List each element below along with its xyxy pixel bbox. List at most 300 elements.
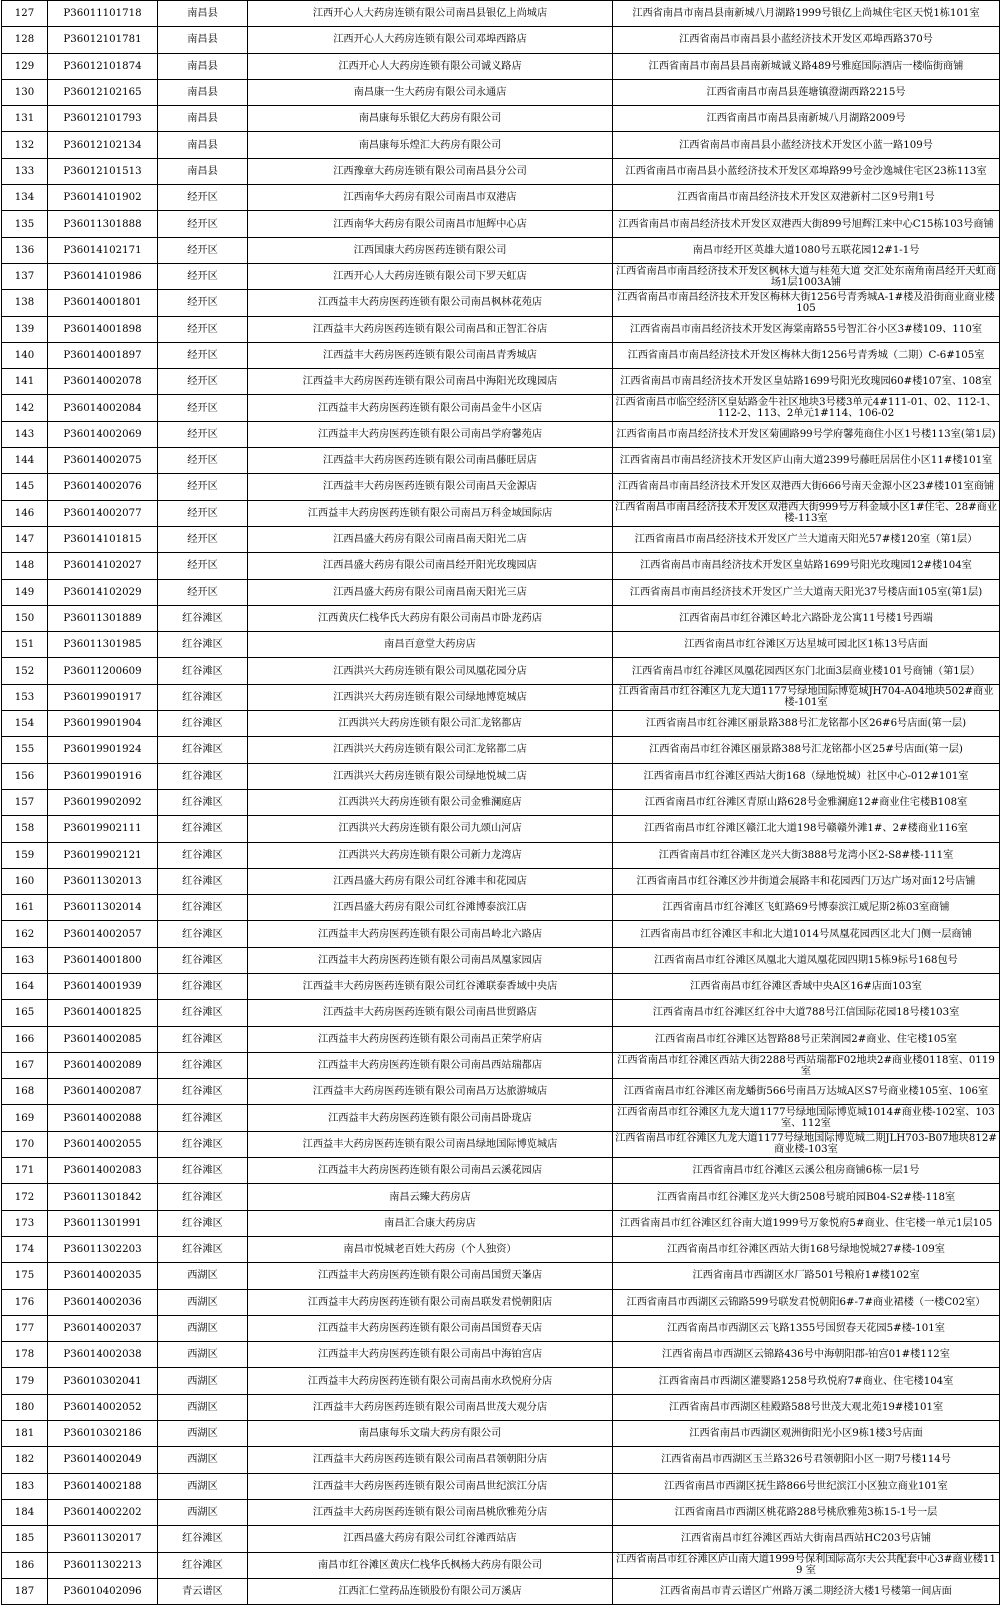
row-number: 165	[2, 1000, 48, 1026]
store-name: 江西洪兴大药房连锁有限公司汇龙铭都二店	[248, 737, 613, 763]
district: 红谷滩区	[158, 711, 248, 737]
row-number: 166	[2, 1026, 48, 1052]
store-name: 南昌云臻大药房店	[248, 1184, 613, 1210]
store-code: P36014002085	[48, 1026, 158, 1052]
district: 经开区	[158, 369, 248, 395]
store-name: 江西益丰大药房医药连锁有限公司南昌学府馨苑店	[248, 421, 613, 447]
store-name: 江西益丰大药房医药连锁有限公司南昌卧珑店	[248, 1105, 613, 1131]
table-row	[2, 1026, 1000, 1052]
store-address: 江西省南昌市红谷滩区万达星城可园北区1栋13号店面	[613, 632, 1000, 658]
table-body	[2, 1, 1000, 1605]
row-number: 180	[2, 1394, 48, 1420]
row-number: 176	[2, 1289, 48, 1315]
store-address: 江西省南昌市南昌经济技术开发区双港西大街899号旭辉江来中心C15栋103号商铺	[613, 211, 1000, 237]
store-code: P36014001825	[48, 1000, 158, 1026]
table-row	[2, 868, 1000, 894]
row-number: 170	[2, 1131, 48, 1157]
store-name: 江西益丰大药房医药连锁有限公司红谷滩联泰香域中央店	[248, 973, 613, 999]
table-row	[2, 500, 1000, 526]
store-address: 江西省南昌市南昌经济技术开发区皇姑路1699号阳光玫瑰园60#楼107室、108室	[613, 369, 1000, 395]
district: 经开区	[158, 342, 248, 368]
table-row	[2, 1000, 1000, 1026]
store-code: P36014002089	[48, 1052, 158, 1078]
store-code: P36014001897	[48, 342, 158, 368]
store-name: 南昌康每乐银亿大药房有限公司	[248, 106, 613, 132]
store-address: 江西省南昌市西湖区云锦路436号中海朝阳郡-铂宫01#楼112室	[613, 1342, 1000, 1368]
store-address: 江西省南昌市南昌经济技术开发区双港西大街666号南天金源小区23#楼101室商铺	[613, 474, 1000, 500]
table-row	[2, 1, 1000, 27]
table-row	[2, 1368, 1000, 1394]
row-number: 172	[2, 1184, 48, 1210]
district: 红谷滩区	[158, 816, 248, 842]
store-name: 江西黄庆仁栈华氏大药房有限公司南昌市卧龙药店	[248, 605, 613, 631]
store-code: P36014002037	[48, 1315, 158, 1341]
store-name: 江西昌盛大药房有限公司红谷滩丰和花园店	[248, 868, 613, 894]
store-code: P36014002088	[48, 1105, 158, 1131]
store-name: 南昌汇合康大药房店	[248, 1210, 613, 1236]
store-name: 江西南华大药房有限公司南昌市双港店	[248, 185, 613, 211]
store-address: 江西省南昌市南昌经济技术开发区梅林大街1256号青秀城A-1#楼及沿街商业商业楼105	[613, 290, 1000, 316]
store-code: P36012101793	[48, 106, 158, 132]
table-row	[2, 1578, 1000, 1604]
store-address: 江西省南昌市西湖区桂殿路588号世茂大观北苑19#楼101室	[613, 1394, 1000, 1420]
district: 西湖区	[158, 1263, 248, 1289]
store-code: P36014102029	[48, 579, 158, 605]
store-address: 江西省南昌市西湖区灌婴路1258号玖悦府7#商业、住宅楼104室	[613, 1368, 1000, 1394]
store-name: 江西益丰大药房医药连锁有限公司南昌青秀城店	[248, 342, 613, 368]
store-code: P36012101513	[48, 158, 158, 184]
table-row	[2, 158, 1000, 184]
store-address: 江西省南昌市南昌县莲塘镇澄湖西路2215号	[613, 79, 1000, 105]
store-address: 江西省南昌市红谷滩区凤凰北大道凤凰花园四期15栋9标号168包号	[613, 947, 1000, 973]
row-number: 177	[2, 1315, 48, 1341]
row-number: 137	[2, 263, 48, 289]
store-address: 江西省南昌市红谷滩区凤凰花园西区东门北面3层商业楼101号商铺（第1层）	[613, 658, 1000, 684]
row-number: 156	[2, 763, 48, 789]
row-number: 171	[2, 1158, 48, 1184]
row-number: 159	[2, 842, 48, 868]
store-name: 江西洪兴大药房连锁有限公司九颂山河店	[248, 816, 613, 842]
district: 红谷滩区	[158, 1026, 248, 1052]
store-address: 江西省南昌市红谷滩区丽景路388号汇龙铭都小区26#6号店面(第一层)	[613, 711, 1000, 737]
table-row	[2, 290, 1000, 316]
table-row	[2, 53, 1000, 79]
store-address: 江西省南昌市西湖区云飞路1355号国贸春天花园5#楼-101室	[613, 1315, 1000, 1341]
store-name: 江西益丰大药房医药连锁有限公司南昌世纪滨江分店	[248, 1473, 613, 1499]
table-row	[2, 316, 1000, 342]
store-address: 江西省南昌市红谷滩区九龙大道1177号绿地国际博览城1014#商业楼-102室、103室、112室	[613, 1105, 1000, 1131]
district: 红谷滩区	[158, 737, 248, 763]
store-address: 江西省南昌市红谷滩区丰和北大道1014号凤凰花园西区北大门侧一层商铺	[613, 921, 1000, 947]
district: 红谷滩区	[158, 947, 248, 973]
district: 红谷滩区	[158, 921, 248, 947]
district: 南昌县	[158, 53, 248, 79]
store-name: 南昌市悦城老百姓大药房（个人独资）	[248, 1236, 613, 1262]
row-number: 174	[2, 1236, 48, 1262]
store-code: P36012101781	[48, 27, 158, 53]
row-number: 143	[2, 421, 48, 447]
table-row	[2, 1158, 1000, 1184]
store-code: P36014102027	[48, 553, 158, 579]
district: 经开区	[158, 211, 248, 237]
district: 红谷滩区	[158, 1079, 248, 1105]
store-address: 江西省南昌市南昌经济技术开发区枫林大道与桂苑大道 交汇处东南角南昌经开天虹商场1层1003A铺	[613, 263, 1000, 289]
store-name: 江西益丰大药房医药连锁有限公司南昌世茂大观分店	[248, 1394, 613, 1420]
district: 西湖区	[158, 1421, 248, 1447]
district: 西湖区	[158, 1315, 248, 1341]
row-number: 183	[2, 1473, 48, 1499]
table-row	[2, 1289, 1000, 1315]
district: 西湖区	[158, 1394, 248, 1420]
store-address: 江西省南昌市南昌经济技术开发区双港新村二区9号荆1号	[613, 185, 1000, 211]
store-address: 江西省南昌市红谷滩区红谷南大道1999号万象悦府5#商业、住宅楼一单元1层105	[613, 1210, 1000, 1236]
store-address: 江西省南昌市红谷滩区九龙大道1177号绿地国际博览城二期JLH703-B07地块812#商业楼-103室	[613, 1131, 1000, 1157]
store-code: P36014002036	[48, 1289, 158, 1315]
store-code: P36014002055	[48, 1131, 158, 1157]
store-name: 江西开心人大药房连锁有限公司诚义路店	[248, 53, 613, 79]
district: 南昌县	[158, 106, 248, 132]
store-address: 江西省南昌市南昌县小蓝经济技术开发区小蓝一路109号	[613, 132, 1000, 158]
row-number: 178	[2, 1342, 48, 1368]
district: 红谷滩区	[158, 973, 248, 999]
table-row	[2, 605, 1000, 631]
district: 红谷滩区	[158, 1526, 248, 1552]
store-code: P36019902121	[48, 842, 158, 868]
store-name: 江西昌盛大药房有限公司南昌南天阳光二店	[248, 526, 613, 552]
store-name: 江西益丰大药房医药连锁有限公司南昌君领朝阳分店	[248, 1447, 613, 1473]
store-code: P36014001800	[48, 947, 158, 973]
table-row	[2, 1342, 1000, 1368]
store-address: 江西省南昌市南昌县南新城八月湖路2009号	[613, 106, 1000, 132]
row-number: 181	[2, 1421, 48, 1447]
table-row	[2, 1052, 1000, 1078]
row-number: 158	[2, 816, 48, 842]
store-name: 江西汇仁堂药品连锁股份有限公司万溪店	[248, 1578, 613, 1604]
district: 青云谱区	[158, 1578, 248, 1604]
store-name: 江西豫章大药房连锁有限公司南昌县分公司	[248, 158, 613, 184]
district: 经开区	[158, 526, 248, 552]
store-name: 江西益丰大药房医药连锁有限公司南昌枫林花苑店	[248, 290, 613, 316]
row-number: 127	[2, 1, 48, 27]
district: 红谷滩区	[158, 789, 248, 815]
row-number: 140	[2, 342, 48, 368]
store-name: 江西益丰大药房医药连锁有限公司南昌国贸春天店	[248, 1315, 613, 1341]
table-row	[2, 1526, 1000, 1552]
store-code: P36014002077	[48, 500, 158, 526]
table-row	[2, 132, 1000, 158]
store-code: P36014002049	[48, 1447, 158, 1473]
row-number: 130	[2, 79, 48, 105]
store-code: P36014002069	[48, 421, 158, 447]
row-number: 148	[2, 553, 48, 579]
table-row	[2, 526, 1000, 552]
row-number: 134	[2, 185, 48, 211]
store-code: P36011301888	[48, 211, 158, 237]
district: 经开区	[158, 579, 248, 605]
store-code: P36019901917	[48, 684, 158, 710]
table-row	[2, 1499, 1000, 1525]
district: 经开区	[158, 500, 248, 526]
store-code: P36019901904	[48, 711, 158, 737]
store-address: 江西省南昌市南昌经济技术开发区广兰大道南天阳光37号楼店面105室(第1层)	[613, 579, 1000, 605]
store-name: 江西益丰大药房医药连锁有限公司南昌绿地国际博览城店	[248, 1131, 613, 1157]
row-number: 139	[2, 316, 48, 342]
table-row	[2, 1473, 1000, 1499]
district: 南昌县	[158, 158, 248, 184]
row-number: 162	[2, 921, 48, 947]
store-address: 江西省南昌市青云谱区广州路万溪二期经济大楼1号楼第一间店面	[613, 1578, 1000, 1604]
table-row	[2, 106, 1000, 132]
store-address: 江西省南昌市南昌经济技术开发区广兰大道南天阳光57#楼120室（第1层）	[613, 526, 1000, 552]
store-name: 江西益丰大药房医药连锁有限公司南昌世贸路店	[248, 1000, 613, 1026]
store-code: P36019901924	[48, 737, 158, 763]
row-number: 147	[2, 526, 48, 552]
store-code: P36011302213	[48, 1552, 158, 1578]
store-address: 江西省南昌市南昌经济技术开发区梅林大街1256号青秀城（二期）C-6#105室	[613, 342, 1000, 368]
store-name: 江西益丰大药房医药连锁有限公司南昌云溪花园店	[248, 1158, 613, 1184]
store-address: 江西省南昌市南昌经济技术开发区庐山南大道2399号藤旺居居住小区11#楼101室	[613, 448, 1000, 474]
district: 红谷滩区	[158, 1184, 248, 1210]
store-name: 南昌市红谷滩区黄庆仁栈华氏枫杨大药房有限公司	[248, 1552, 613, 1578]
store-name: 江西益丰大药房医药连锁有限公司南昌万达旅游城店	[248, 1079, 613, 1105]
store-address: 江西省南昌市西湖区抚生路866号世纪滨江小区独立商业101室	[613, 1473, 1000, 1499]
row-number: 161	[2, 895, 48, 921]
table-row	[2, 1131, 1000, 1157]
table-row	[2, 1447, 1000, 1473]
store-code: P36014101986	[48, 263, 158, 289]
store-address: 江西省南昌市西湖区桃花路288号桃欣雅苑3栋15-1号一层	[613, 1499, 1000, 1525]
district: 红谷滩区	[158, 895, 248, 921]
row-number: 155	[2, 737, 48, 763]
store-code: P36011301889	[48, 605, 158, 631]
district: 红谷滩区	[158, 868, 248, 894]
district: 经开区	[158, 553, 248, 579]
store-code: P36010302186	[48, 1421, 158, 1447]
store-name: 江西益丰大药房医药连锁有限公司南昌中海铂宫店	[248, 1342, 613, 1368]
store-address: 江西省南昌市红谷滩区九龙大道1177号绿地国际博览城JH704-A04地块502#商业楼-101室	[613, 684, 1000, 710]
store-code: P36011302203	[48, 1236, 158, 1262]
store-address: 江西省南昌市南昌经济技术开发区海棠南路55号智汇谷小区3#楼109、110室	[613, 316, 1000, 342]
row-number: 152	[2, 658, 48, 684]
row-number: 169	[2, 1105, 48, 1131]
district: 西湖区	[158, 1342, 248, 1368]
store-name: 江西昌盛大药房有限公司南昌经开阳光玫瑰园店	[248, 553, 613, 579]
row-number: 136	[2, 237, 48, 263]
table-row	[2, 842, 1000, 868]
district: 南昌县	[158, 79, 248, 105]
district: 经开区	[158, 237, 248, 263]
store-name: 江西昌盛大药房有限公司南昌南天阳光三店	[248, 579, 613, 605]
table-row	[2, 1210, 1000, 1236]
row-number: 168	[2, 1079, 48, 1105]
store-address: 江西省南昌市红谷滩区沙井街道会展路丰和花园西门万达广场对面12号店铺	[613, 868, 1000, 894]
store-address: 江西省南昌市南昌县小蓝经济技术开发区邓埠西路370号	[613, 27, 1000, 53]
table-row	[2, 1263, 1000, 1289]
table-row	[2, 369, 1000, 395]
store-name: 江西益丰大药房医药连锁有限公司南昌南水玖悦府分店	[248, 1368, 613, 1394]
row-number: 186	[2, 1552, 48, 1578]
store-code: P36014002038	[48, 1342, 158, 1368]
row-number: 182	[2, 1447, 48, 1473]
table-row	[2, 973, 1000, 999]
store-code: P36014002083	[48, 1158, 158, 1184]
row-number: 129	[2, 53, 48, 79]
store-name: 江西益丰大药房医药连锁有限公司南昌凤凰家园店	[248, 947, 613, 973]
store-code: P36014002078	[48, 369, 158, 395]
store-code: P36011302014	[48, 895, 158, 921]
store-address: 江西省南昌市南昌县小蓝经济技术开发区邓埠路99号金沙逸城住宅区23栋113室	[613, 158, 1000, 184]
table-row	[2, 947, 1000, 973]
store-address: 江西省南昌市红谷滩区云溪公租房商铺6栋一层1号	[613, 1158, 1000, 1184]
table-row	[2, 185, 1000, 211]
district: 西湖区	[158, 1368, 248, 1394]
row-number: 150	[2, 605, 48, 631]
row-number: 142	[2, 395, 48, 421]
table-row	[2, 711, 1000, 737]
row-number: 154	[2, 711, 48, 737]
row-number: 133	[2, 158, 48, 184]
store-code: P36011302013	[48, 868, 158, 894]
district: 经开区	[158, 316, 248, 342]
store-code: P36011200609	[48, 658, 158, 684]
store-code: P36014002084	[48, 395, 158, 421]
district: 红谷滩区	[158, 632, 248, 658]
store-name: 江西南华大药房有限公司南昌市旭辉中心店	[248, 211, 613, 237]
store-name: 江西益丰大药房医药连锁有限公司南昌国贸天峯店	[248, 1263, 613, 1289]
store-code: P36011302017	[48, 1526, 158, 1552]
row-number: 146	[2, 500, 48, 526]
store-code: P36012102165	[48, 79, 158, 105]
store-address: 南昌市经开区英雄大道1080号五联花园12#1-1号	[613, 237, 1000, 263]
store-code: P36014002087	[48, 1079, 158, 1105]
district: 红谷滩区	[158, 684, 248, 710]
store-name: 江西洪兴大药房连锁有限公司汇龙铭都店	[248, 711, 613, 737]
store-name: 江西益丰大药房医药连锁有限公司南昌联发君悦朝阳店	[248, 1289, 613, 1315]
store-name: 江西昌盛大药房有限公司红谷滩西站店	[248, 1526, 613, 1552]
store-name: 江西开心人大药房连锁有限公司邓埠西路店	[248, 27, 613, 53]
store-address: 江西省南昌市红谷滩区红谷中大道788号江信国际花园18号楼103室	[613, 1000, 1000, 1026]
table-row	[2, 579, 1000, 605]
district: 经开区	[158, 395, 248, 421]
table-row	[2, 421, 1000, 447]
table-row	[2, 632, 1000, 658]
store-code: P36011101718	[48, 1, 158, 27]
store-name: 江西益丰大药房医药连锁有限公司南昌岭北六路店	[248, 921, 613, 947]
store-code: P36014002057	[48, 921, 158, 947]
row-number: 153	[2, 684, 48, 710]
store-code: P36014002188	[48, 1473, 158, 1499]
row-number: 184	[2, 1499, 48, 1525]
store-code: P36014002202	[48, 1499, 158, 1525]
district: 红谷滩区	[158, 1131, 248, 1157]
table-row	[2, 1105, 1000, 1131]
district: 红谷滩区	[158, 1158, 248, 1184]
store-name: 江西昌盛大药房有限公司红谷滩博泰滨江店	[248, 895, 613, 921]
store-name: 江西益丰大药房医药连锁有限公司南昌正荣学府店	[248, 1026, 613, 1052]
row-number: 144	[2, 448, 48, 474]
store-address: 江西省南昌市西湖区观洲街阳光小区9栋1楼3号店面	[613, 1421, 1000, 1447]
district: 红谷滩区	[158, 1052, 248, 1078]
table-row	[2, 1236, 1000, 1262]
row-number: 167	[2, 1052, 48, 1078]
table-row	[2, 1421, 1000, 1447]
store-address: 江西省南昌市西湖区水厂路501号粮府1#楼102室	[613, 1263, 1000, 1289]
store-name: 南昌康每乐文瑞大药房有限公司	[248, 1421, 613, 1447]
district: 西湖区	[158, 1447, 248, 1473]
table-row	[2, 1552, 1000, 1578]
table-row	[2, 395, 1000, 421]
row-number: 179	[2, 1368, 48, 1394]
table-row	[2, 553, 1000, 579]
district: 西湖区	[158, 1289, 248, 1315]
row-number: 131	[2, 106, 48, 132]
pharmacy-table	[1, 0, 1000, 1605]
store-code: P36011301985	[48, 632, 158, 658]
store-address: 江西省南昌市红谷滩区西站大街168号绿地悦城27#楼-109室	[613, 1236, 1000, 1262]
table-row	[2, 684, 1000, 710]
store-name: 江西益丰大药房医药连锁有限公司南昌天金源店	[248, 474, 613, 500]
table-row	[2, 1184, 1000, 1210]
table-row	[2, 789, 1000, 815]
table-row	[2, 211, 1000, 237]
store-address: 江西省南昌市南昌县南新城八月湖路1999号银亿上尚城住宅区天悦1栋101室	[613, 1, 1000, 27]
table-row	[2, 474, 1000, 500]
store-address: 江西省南昌市红谷滩区西站大街2288号西站瑞都F02地块2#商业楼0118室、0119室	[613, 1052, 1000, 1078]
district: 红谷滩区	[158, 605, 248, 631]
table-row	[2, 658, 1000, 684]
store-name: 江西益丰大药房医药连锁有限公司南昌藤旺居店	[248, 448, 613, 474]
store-address: 江西省南昌市红谷滩区西站大街南昌西站HC203号店铺	[613, 1526, 1000, 1552]
district: 经开区	[158, 474, 248, 500]
district: 南昌县	[158, 132, 248, 158]
store-name: 江西益丰大药房医药连锁有限公司南昌中海阳光玫瑰园店	[248, 369, 613, 395]
store-name: 江西开心人大药房连锁有限公司南昌县银亿上尚城店	[248, 1, 613, 27]
row-number: 138	[2, 290, 48, 316]
store-address: 江西省南昌市南昌经济技术开发区菊圃路99号学府馨苑商住小区1号楼113室(第1层)	[613, 421, 1000, 447]
row-number: 145	[2, 474, 48, 500]
store-name: 江西洪兴大药房连锁有限公司绿地博览城店	[248, 684, 613, 710]
store-address: 江西省南昌市临空经济区皇姑路金牛社区地块3号楼3单元4#111-01、02、112-1、112-2、113、2单元1#114、106-02	[613, 395, 1000, 421]
store-code: P36014102171	[48, 237, 158, 263]
table-row	[2, 79, 1000, 105]
store-code: P36014101815	[48, 526, 158, 552]
table-row	[2, 921, 1000, 947]
store-code: P36014002035	[48, 1263, 158, 1289]
row-number: 151	[2, 632, 48, 658]
store-code: P36014002052	[48, 1394, 158, 1420]
district: 红谷滩区	[158, 1210, 248, 1236]
store-address: 江西省南昌市红谷滩区飞虹路69号博泰滨江威尼斯2栋03室商铺	[613, 895, 1000, 921]
store-code: P36010402096	[48, 1578, 158, 1604]
row-number: 149	[2, 579, 48, 605]
store-name: 江西洪兴大药房连锁有限公司凤凰花园分店	[248, 658, 613, 684]
table-row	[2, 737, 1000, 763]
store-code: P36014001898	[48, 316, 158, 342]
table-row	[2, 1315, 1000, 1341]
store-code: P36011301991	[48, 1210, 158, 1236]
store-address: 江西省南昌市南昌县昌南新城诚义路489号雅庭国际酒店一楼临街商铺	[613, 53, 1000, 79]
district: 经开区	[158, 263, 248, 289]
district: 红谷滩区	[158, 1000, 248, 1026]
row-number: 163	[2, 947, 48, 973]
table-row	[2, 27, 1000, 53]
row-number: 187	[2, 1578, 48, 1604]
table-row	[2, 763, 1000, 789]
store-address: 江西省南昌市红谷滩区龙兴大街3888号龙湾小区2-S8#楼-111室	[613, 842, 1000, 868]
district: 西湖区	[158, 1499, 248, 1525]
row-number: 175	[2, 1263, 48, 1289]
store-code: P36014001939	[48, 973, 158, 999]
